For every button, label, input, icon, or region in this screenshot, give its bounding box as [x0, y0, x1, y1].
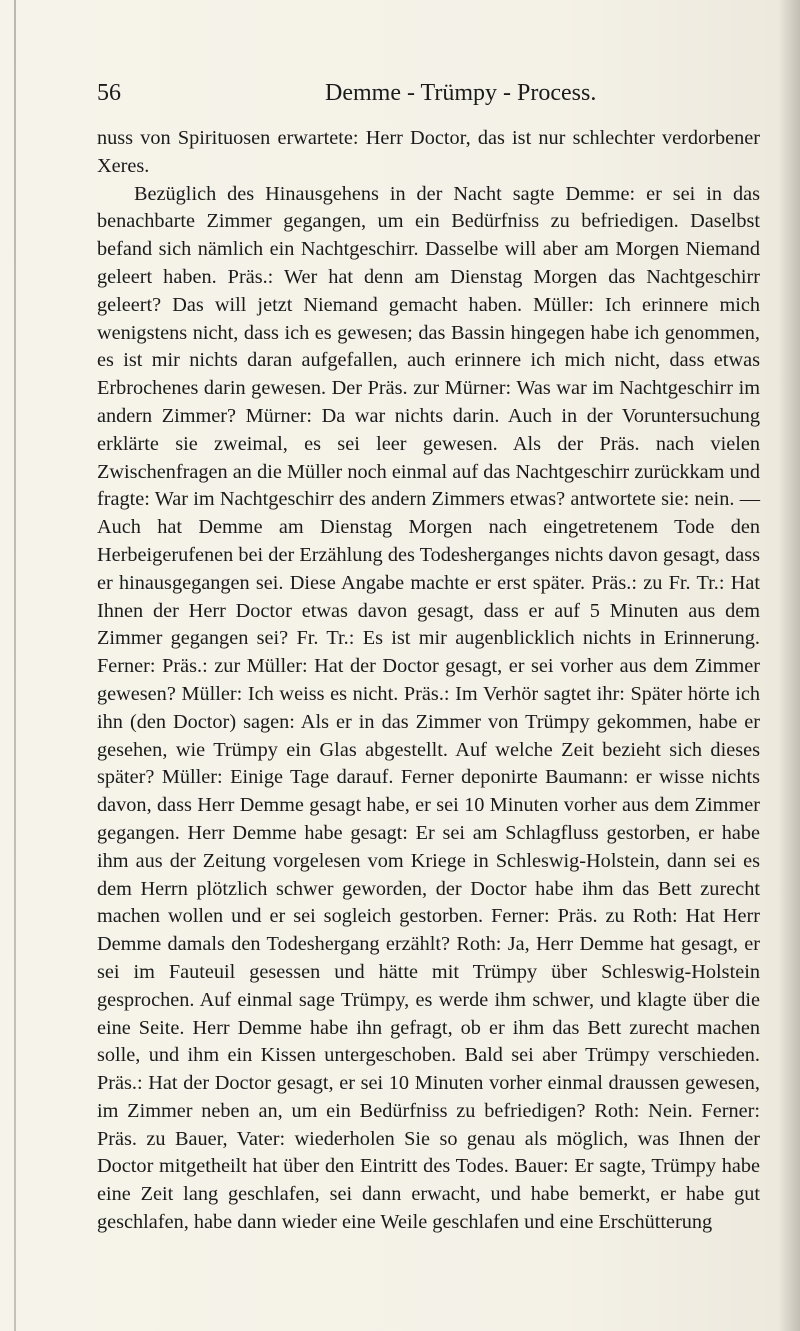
running-title: Demme - Trümpy - Process.: [325, 80, 597, 106]
page-number: 56: [97, 80, 121, 106]
page-right-shadow: [778, 0, 800, 1331]
page-left-shadow: [14, 0, 16, 1331]
paragraph: Bezüglich des Hinausgehens in der Nacht sagte Demme: er sei in das benachbarte Zimmer gegangen, um ein Bedürfniss zu befriedigen. Daselbst befand sich nämlich ein Nachtgeschirr. Dasselbe will aber am Morgen Niemand geleert haben. Präs.: Wer hat denn am Dienstag Morgen das Nachtgeschirr geleert? Das will jetzt Niemand gemacht haben. Müller: Ich erinnere mich wenigstens nicht, dass ich es gewesen; das Bassin hingegen habe ich genommen, es ist mir nichts daran aufgefallen, auch erinnere ich mich nicht, dass etwas Erbrochenes darin gewesen. Der Präs. zur Mürner: Was war im Nachtgeschirr im andern Zimmer? Mürner: Da war nichts darin. Auch in der Voruntersuchung erklärte sie zweimal, es sei leer gewesen. Als der Präs. nach vielen Zwischenfragen an die Müller noch einmal auf das Nachtgeschirr zurückkam und fragte: War im Nachtgeschirr des andern Zimmers etwas? antwortete sie: nein. — Auch hat Demme am Dienstag Morgen nach eingetretenem Tode den Herbeigerufenen bei der Erzählung des Todesherganges nichts davon gesagt, dass er hinausgegangen sei. Diese Angabe machte er erst später. Präs.: zu Fr. Tr.: Hat Ihnen der Herr Doctor etwas davon gesagt, dass er auf 5 Minuten aus dem Zimmer gegangen sei? Fr. Tr.: Es ist mir augenblicklich nichts in Erinnerung. Ferner: Präs.: zur Müller: Hat der Doctor gesagt, er sei vorher aus dem Zimmer gewesen? Müller: Ich weiss es nicht. Präs.: Im Verhör sagtet ihr: Später hörte ich ihn (den Doctor) sagen: Als er in das Zimmer von Trümpy gekommen, habe er gesehen, wie Trümpy ein Glas abgestellt. Auf welche Zeit bezieht sich dieses später? Müller: Einige Tage darauf. Ferner deponirte Baumann: er wisse nichts davon, dass Herr Demme gesagt habe, er sei 10 Minuten vorher aus dem Zimmer gegangen. Herr Demme habe gesagt: Er sei am Schlagfluss gestorben, er habe ihm aus der Zeitung vorgelesen vom Kriege in Schleswig-Holstein, dann sei es dem Herrn plötzlich schwer geworden, der Doctor habe ihm das Bett zurecht machen wollen und er sei sogleich gestorben. Ferner: Präs. zu Roth: Hat Herr Demme damals den Todeshergang erzählt? Roth: Ja, Herr Demme hat gesagt, er sei im Fauteuil gesessen und hätte mit Trümpy über Schleswig-Holstein gesprochen. Auf einmal sage Trümpy, es werde ihm schwer, und klagte über die eine Seite. Herr Demme habe ihn gefragt, ob er ihm das Bett zurecht machen solle, und ihm ein Kissen untergeschoben. Bald sei aber Trümpy verschieden. Präs.: Hat der Doctor gesagt, er sei 10 Minuten vorher einmal draussen gewesen, im Zimmer neben an, um ein Bedürfniss zu befriedigen? Roth: Nein. Ferner: Präs. zu Bauer, Vater: wiederholen Sie so genau als möglich, was Ihnen der Doctor mitgetheilt hat über den Eintritt des Todes. Bauer: Er sagte, Trümpy habe eine Zeit lang geschlafen, sei dann erwacht, und habe bemerkt, er habe gut geschlafen, habe dann wieder eine Weile geschlafen und eine Erschütterung: [97, 182, 760, 1234]
page-header: [97, 80, 757, 110]
paragraph-continuation: nuss von Spirituosen erwartete: Herr Doctor, das ist nur schlechter verdorbener Xeres.: [97, 127, 760, 177]
body-text: [97, 125, 760, 1237]
